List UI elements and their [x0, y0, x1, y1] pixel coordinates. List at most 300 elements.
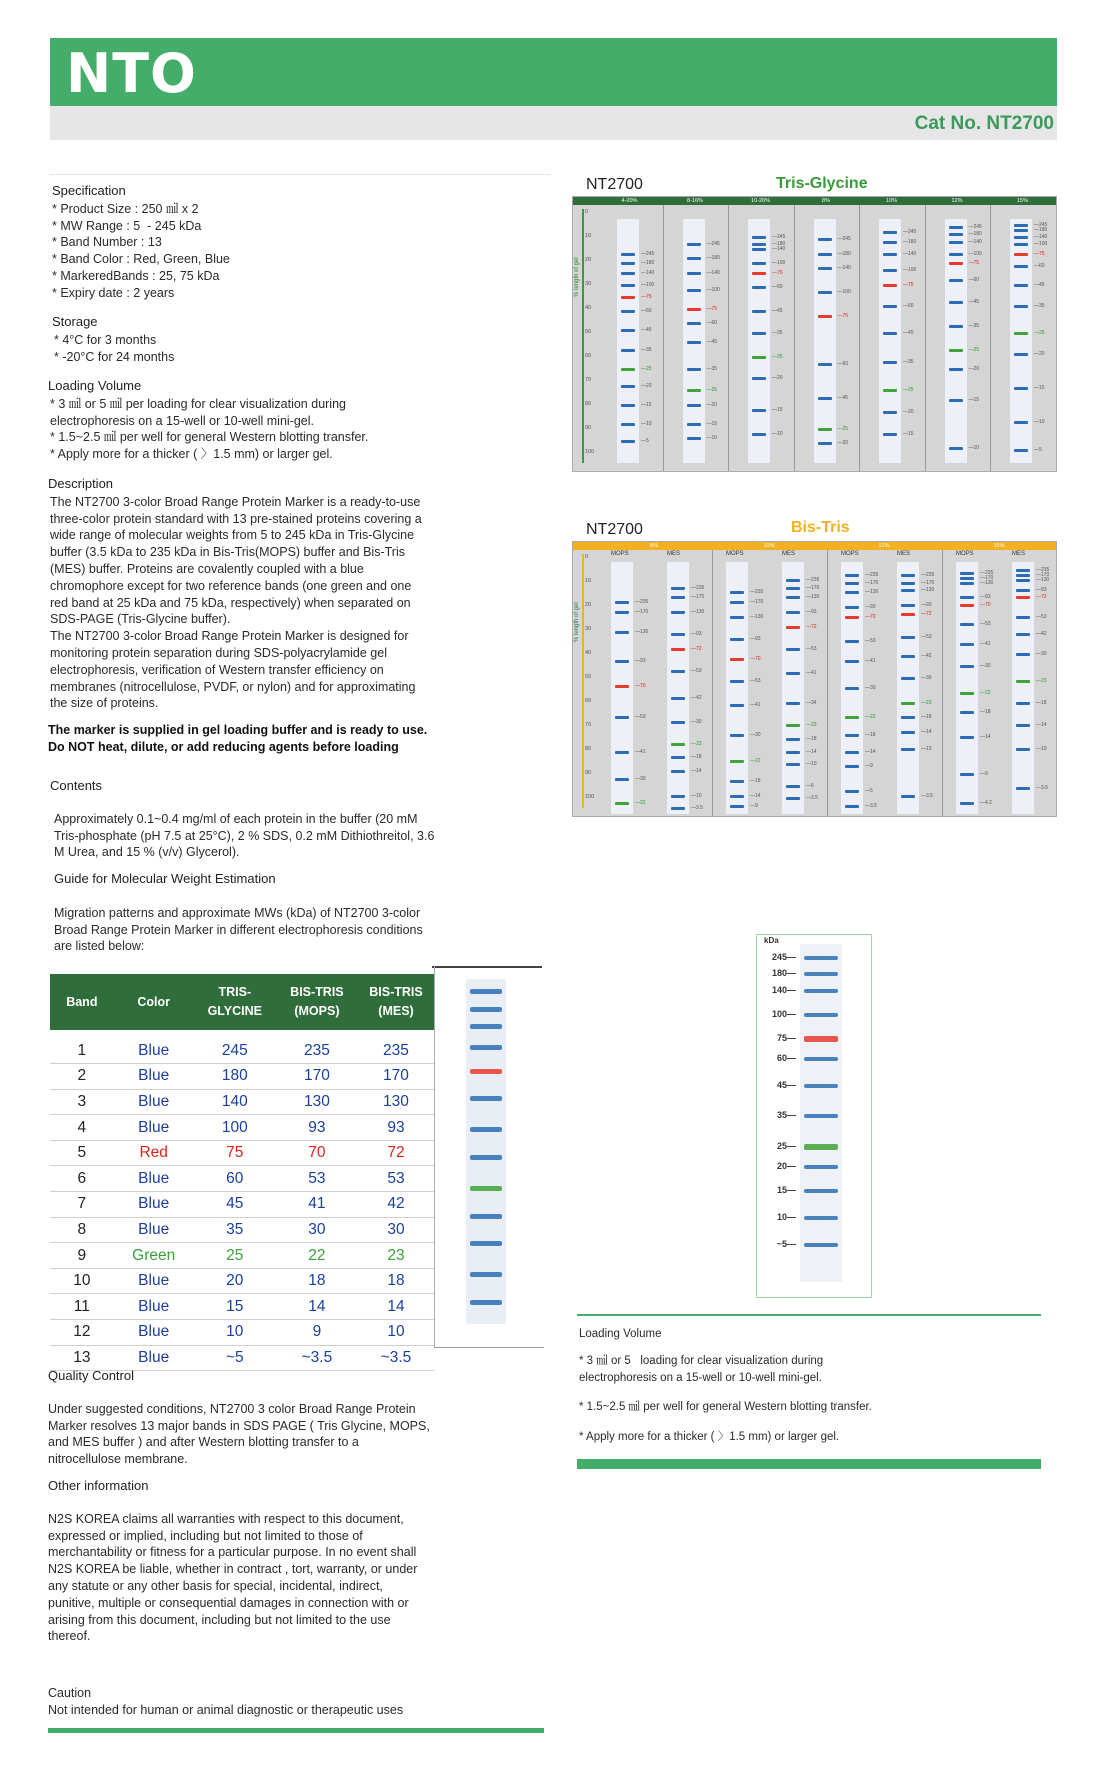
tris-glycine-cell: 15 [194, 1294, 276, 1320]
gel-band [786, 611, 800, 614]
gel-band [960, 773, 974, 776]
band-label: —14 [691, 768, 702, 775]
text-line: * MW Range : 5 - 245 kDa [52, 218, 202, 233]
gel-band [1014, 332, 1028, 335]
gel-band [1016, 574, 1030, 577]
gel-band [786, 648, 800, 651]
gel-band [752, 262, 766, 265]
band-label: —14 [806, 748, 817, 755]
band-label: —41 [750, 702, 761, 709]
gel-band [752, 286, 766, 289]
band-label: —93 [1036, 586, 1047, 593]
table-row [50, 1038, 434, 1064]
gel-band [818, 267, 832, 270]
bis-tris-mops-cell: 93 [276, 1115, 358, 1141]
gel-band [818, 238, 832, 241]
text-line: * Product Size : 250 ㏕ x 2 [52, 201, 199, 216]
gel-band [949, 399, 963, 402]
gel-band [687, 404, 701, 407]
gel-band [671, 697, 685, 700]
band-label: —30 [691, 719, 702, 726]
gel-band [615, 601, 629, 604]
band-label: —10 [1036, 746, 1047, 753]
band-label: —35 [772, 329, 783, 336]
lane-divider [990, 205, 991, 472]
gel-band [845, 616, 859, 619]
bis-tris-mops-cell: 18 [276, 1268, 358, 1294]
caution-text: Not intended for human or animal diagnostic or therapeutic uses [48, 1702, 404, 1717]
axis-tick: 20 [585, 602, 592, 608]
band-label: —170 [865, 579, 879, 586]
gel-band [1014, 449, 1028, 452]
gel-band [901, 716, 915, 719]
band-label: —75 [641, 293, 652, 300]
lane-header: MES [782, 551, 796, 557]
text-line: are listed below: [54, 939, 145, 954]
marker-band [470, 1155, 502, 1160]
gel-band [687, 389, 701, 392]
text-line: Tris-phosphate (pH 7.5 at 25°C), 2 % SDS, 0.2 mM Dithiothreitol, 3.6 [54, 828, 435, 843]
axis-tick: 30 [585, 626, 592, 632]
gel-band [786, 579, 800, 582]
band-label: —53 [865, 638, 876, 645]
loading-volume-title: Loading Volume [48, 378, 142, 393]
band-label: —3.5 [691, 805, 703, 811]
ladder-label: 75— [776, 1032, 796, 1043]
band-label: —30 [865, 684, 876, 691]
band-label: —18 [921, 714, 932, 721]
gel-band [1014, 229, 1028, 232]
gel-band [818, 397, 832, 400]
band-label: —45 [1034, 281, 1045, 288]
gel-band [901, 613, 915, 616]
text-line: expressed or implied, including but not limited to those of [48, 1528, 363, 1543]
gel-band [671, 611, 685, 614]
storage-title: Storage [52, 314, 98, 329]
band-label: —20 [837, 440, 849, 447]
gel-band [960, 643, 974, 646]
band-label: —23 [806, 721, 817, 728]
caution-section [48, 1685, 403, 1719]
marker-band [470, 1024, 502, 1029]
axis-tick: 60 [585, 353, 592, 359]
gel-band [845, 765, 859, 768]
ladder-label: ~5— [776, 1238, 796, 1249]
band-cell: 8 [50, 1217, 114, 1243]
band-label: —41 [980, 640, 991, 647]
band-label: —18 [806, 736, 817, 743]
lane-divider [663, 205, 664, 472]
table-row [50, 1217, 434, 1243]
band-label: —235 [806, 577, 820, 584]
text-line: * Apply more for a thicker ( 〉1.5 mm) or larger gel. [50, 447, 333, 462]
lane-header: 4-20% [621, 198, 638, 204]
band-label: —245 [641, 250, 655, 257]
gel-band [752, 310, 766, 313]
ladder-unit-label: kDa [764, 936, 779, 945]
band-label: —93 [635, 658, 646, 664]
band-label: —10 [806, 760, 817, 767]
gel-band [730, 658, 744, 661]
ladder-label: 15— [776, 1184, 796, 1195]
band-label: —4.2 [980, 800, 992, 807]
bis-tris-mops-cell: 9 [276, 1320, 358, 1346]
band-label: —60 [641, 308, 652, 315]
marker-band [470, 1186, 502, 1191]
bis-tris-mes-cell: ~3.5 [358, 1345, 434, 1371]
band-label: —245 [968, 224, 982, 231]
table-row [50, 1140, 434, 1166]
color-cell: Blue [114, 1192, 194, 1218]
lane-header: MES [897, 551, 911, 557]
band-label: —75 [968, 260, 980, 267]
gel-band [901, 677, 915, 680]
gel-band [1014, 265, 1028, 268]
gel-lane [956, 562, 978, 814]
gel-band [883, 433, 897, 436]
color-cell: Red [114, 1140, 194, 1166]
marker-band [470, 1300, 502, 1305]
band-label: —180 [772, 241, 786, 247]
text-line: and MES buffer ) and after Western blotting transfer to a [48, 1435, 359, 1450]
gel-band [615, 660, 629, 663]
band-label: —42 [691, 694, 702, 701]
band-label: —18 [1036, 699, 1047, 706]
band-label: —35 [706, 365, 718, 372]
tris-glycine-cell: 10 [194, 1320, 276, 1346]
axis-tick: 0 [585, 209, 589, 215]
text-line: monitoring protein separation during SDS-polyacrylamide gel [50, 645, 387, 660]
band-label: —93 [806, 609, 817, 615]
color-cell: Blue [114, 1064, 194, 1090]
gel-band [1016, 702, 1030, 705]
gel-band [1016, 680, 1030, 683]
band-label: —22 [750, 758, 761, 765]
lane-header: MOPS [841, 551, 859, 557]
gel-band [1014, 236, 1028, 239]
gel-band [752, 409, 766, 412]
gel-band [949, 447, 963, 450]
gel-band [845, 716, 859, 719]
band-label: —130 [980, 579, 994, 586]
section-rule [577, 1314, 1041, 1316]
text-line: The NT2700 3-color Broad Range Protein Marker is a ready-to-use [50, 494, 421, 509]
band-cell: 3 [50, 1089, 114, 1115]
ladder-label: 25— [776, 1140, 796, 1151]
band-label: —10 [921, 746, 932, 753]
gel-band [671, 648, 685, 651]
color-cell: Blue [114, 1345, 194, 1371]
specification-lines [52, 201, 230, 302]
band-label: —130 [1036, 577, 1050, 584]
band-label: —23 [1036, 677, 1047, 684]
band-label: —22 [865, 714, 876, 721]
gel-band [671, 807, 685, 810]
band-label: —130 [865, 589, 879, 596]
lane-header: 8% [822, 198, 830, 204]
band-label: —75 [837, 313, 849, 319]
text-line: electrophoresis on a 15-well or 10-well mini-gel. [579, 1371, 822, 1384]
gel-band [786, 626, 800, 629]
band-label: —53 [921, 633, 932, 640]
band-label: —130 [691, 609, 705, 615]
gel-band [960, 802, 974, 805]
gel-band [671, 633, 685, 636]
ladder-band [804, 1189, 838, 1193]
gel-band [1016, 633, 1030, 636]
other-info-title: Other information [48, 1478, 149, 1493]
text-line: Do NOT heat, dilute, or add reducing agents before loading [48, 739, 399, 754]
gel-band [883, 411, 897, 414]
gel-band [786, 763, 800, 766]
band-label: —41 [865, 658, 876, 664]
gel-band [1014, 305, 1028, 308]
gel-band [786, 702, 800, 705]
band-label: —70 [635, 682, 646, 689]
band-label: —22 [635, 800, 646, 807]
band-label: —10 [641, 421, 652, 427]
gel-lane [726, 562, 748, 814]
table-header-row [50, 974, 434, 1030]
text-line: The marker is supplied in gel loading buffer and is ready to use. [48, 723, 428, 737]
band-label: —170 [1036, 572, 1050, 579]
axis-tick: 70 [585, 722, 592, 728]
ladder-band [804, 1036, 838, 1042]
gel-band [671, 770, 685, 773]
gel-band [960, 736, 974, 739]
band-label: —25 [772, 353, 783, 360]
marker-band [470, 1045, 502, 1050]
gel-band [901, 604, 915, 607]
gel-band [845, 734, 859, 737]
band-label: —140 [1034, 233, 1048, 240]
band-label: —245 [1034, 221, 1048, 228]
text-line: membranes (nitrocellulose, PVDF, or nylon) and for approximating [50, 679, 416, 694]
ladder-label: 20— [776, 1161, 796, 1172]
text-line: Under suggested conditions, NT2700 3 color Broad Range Protein [48, 1401, 416, 1416]
band-label: —14 [921, 729, 932, 736]
text-line: chromophore except for two reference bands (one green and one [50, 578, 412, 593]
band-label: —10 [968, 445, 980, 451]
bis-tris-mes-cell: 30 [358, 1217, 434, 1243]
band-label: —10 [706, 435, 718, 442]
gel-band [621, 368, 635, 371]
gel-band [960, 572, 974, 575]
band-label: —100 [837, 289, 851, 295]
gel-lane [667, 562, 689, 814]
tris-glycine-cell: 140 [194, 1089, 276, 1115]
gel-band [752, 356, 766, 359]
band-label: —245 [772, 233, 786, 240]
table-rule [432, 966, 542, 968]
axis-tick: 40 [585, 650, 592, 656]
band-label: —34 [806, 699, 817, 706]
gel-band [621, 440, 635, 443]
gel-band [845, 687, 859, 690]
text-line: red band at 25 kDa and 75 kDa, respectively) when separated on [50, 595, 411, 610]
gel-lane [879, 219, 901, 463]
band-label: —235 [865, 572, 879, 579]
gel-lane [782, 562, 804, 814]
gel-band [687, 437, 701, 440]
ladder-band [804, 1114, 838, 1118]
gel-band [960, 665, 974, 668]
bis-tris-mes-cell: 18 [358, 1268, 434, 1294]
table-divider [434, 966, 435, 1348]
gel-band [845, 640, 859, 643]
band-label: —60 [903, 303, 914, 310]
text-line: Broad Range Protein Marker in different electrophoresis conditions [54, 922, 423, 937]
text-line: N2S KOREA claims all warranties with respect to this document, [48, 1511, 404, 1526]
bis-tris-mes-cell: 72 [358, 1140, 434, 1166]
gel-buffer-name: Bis-Tris [791, 519, 850, 536]
contents-section [50, 778, 434, 861]
gel-band [818, 442, 832, 445]
band-label: —25 [968, 346, 980, 353]
gel-band [621, 272, 635, 275]
band-label: —45 [903, 329, 914, 336]
band-label: —3.5 [865, 802, 877, 809]
band-label: —170 [921, 579, 935, 586]
caution-title: Caution [48, 1686, 92, 1700]
bis-tris-mes-cell: 53 [358, 1166, 434, 1192]
band-label: —170 [691, 594, 705, 601]
loading-volume-lines [48, 396, 368, 463]
table-row [50, 1192, 434, 1218]
gel-band [845, 606, 859, 609]
band-label: —14 [1036, 721, 1047, 728]
gel-band [960, 692, 974, 695]
band-label: —140 [641, 269, 655, 276]
gel-band [949, 233, 963, 236]
bis-tris-mes-cell: 42 [358, 1192, 434, 1218]
gel-band [949, 262, 963, 265]
band-label: —100 [1034, 241, 1048, 247]
gel-band [883, 361, 897, 364]
bis-tris-mes-cell: 14 [358, 1294, 434, 1320]
lane-header: 12% [951, 198, 963, 204]
ladder-label: 10— [776, 1211, 796, 1222]
band-label: —60 [837, 361, 849, 367]
gel-band [615, 778, 629, 781]
band-label: —130 [806, 594, 820, 601]
description-section [48, 476, 422, 712]
text-line: wide range of molecular weights from 5 to 245 kDa in Tris-Glycine [50, 528, 415, 543]
gel-band [818, 291, 832, 294]
band-label: —140 [706, 269, 720, 276]
axis-tick: 90 [585, 770, 592, 776]
axis-tick: 60 [585, 698, 592, 704]
gel-band [1016, 579, 1030, 582]
band-label: —235 [635, 599, 649, 606]
gel-band [730, 680, 744, 683]
band-label: —72 [1036, 594, 1047, 601]
table-row [50, 1345, 434, 1371]
band-label: —35 [903, 358, 914, 365]
band-label: —30 [635, 775, 646, 782]
gel-band [615, 751, 629, 754]
gel-band [687, 423, 701, 426]
storage-section [52, 314, 174, 365]
ladder-label: 45— [776, 1079, 796, 1090]
gel-band [883, 284, 897, 287]
text-line: nitrocellulose membrane. [48, 1452, 188, 1467]
gel-band [615, 631, 629, 634]
band-label: —10 [691, 792, 702, 799]
gel-band [730, 734, 744, 737]
gel-band [1016, 787, 1030, 790]
gel-band [1016, 724, 1030, 727]
gel-band [883, 253, 897, 256]
band-label: —42 [1036, 631, 1047, 638]
gel-band [730, 704, 744, 707]
gel-band [1014, 243, 1028, 246]
band-label: —20 [968, 365, 980, 372]
group-header: 15% [993, 543, 1005, 549]
band-label: —30 [1036, 650, 1047, 657]
band-label: —6 [806, 782, 814, 789]
gel-band [901, 748, 915, 751]
axis-label: % length of gel [574, 602, 580, 642]
gel-band [818, 363, 832, 366]
tris-glycine-cell: 75 [194, 1140, 276, 1166]
quality-control-section [48, 1368, 430, 1468]
table-row [50, 1064, 434, 1090]
gel-band [615, 685, 629, 688]
gel-band [818, 253, 832, 256]
text-line: thereof. [48, 1629, 91, 1644]
marker-band [470, 1214, 502, 1219]
text-line: the size of proteins. [50, 696, 159, 711]
text-line: any statute or any other basis for special, incidental, indirect, [48, 1578, 383, 1593]
gel-band [687, 289, 701, 292]
band-label: —18 [865, 731, 876, 738]
ladder-band [804, 1057, 838, 1061]
gel-band [883, 389, 897, 392]
band-label: —18 [980, 709, 991, 716]
gel-band [949, 279, 963, 282]
band-label: —53 [806, 645, 817, 652]
text-line: Marker resolves 13 major bands in SDS PAGE ( Tris Glycine, MOPS, [48, 1418, 430, 1433]
ladder-label: 100— [771, 1008, 796, 1019]
loading-volume-right-section [579, 1326, 872, 1446]
gel-band [949, 349, 963, 352]
lane-divider [728, 205, 729, 472]
color-cell: Blue [114, 1038, 194, 1064]
loading-note [48, 722, 427, 756]
band-label: —20 [641, 382, 652, 389]
lane-divider [794, 205, 795, 472]
ladder-band [804, 1165, 838, 1169]
band-label: —72 [806, 623, 817, 630]
band-label: —9 [865, 763, 873, 770]
marker-band [470, 1007, 502, 1012]
gel-band [949, 226, 963, 229]
band-label: —75 [1034, 250, 1045, 257]
bis-tris-mops-cell: 41 [276, 1192, 358, 1218]
gel-band [1016, 596, 1030, 599]
band-label: —70 [865, 613, 876, 620]
gel-band [949, 253, 963, 256]
band-label: —35 [1034, 303, 1045, 310]
gel-band [786, 751, 800, 754]
band-label: —53 [635, 714, 646, 721]
tris-glycine-cell: 20 [194, 1268, 276, 1294]
band-label: —245 [706, 241, 720, 247]
gel-band [621, 423, 635, 426]
axis-tick: 10 [585, 578, 592, 584]
gel-band [1016, 748, 1030, 751]
